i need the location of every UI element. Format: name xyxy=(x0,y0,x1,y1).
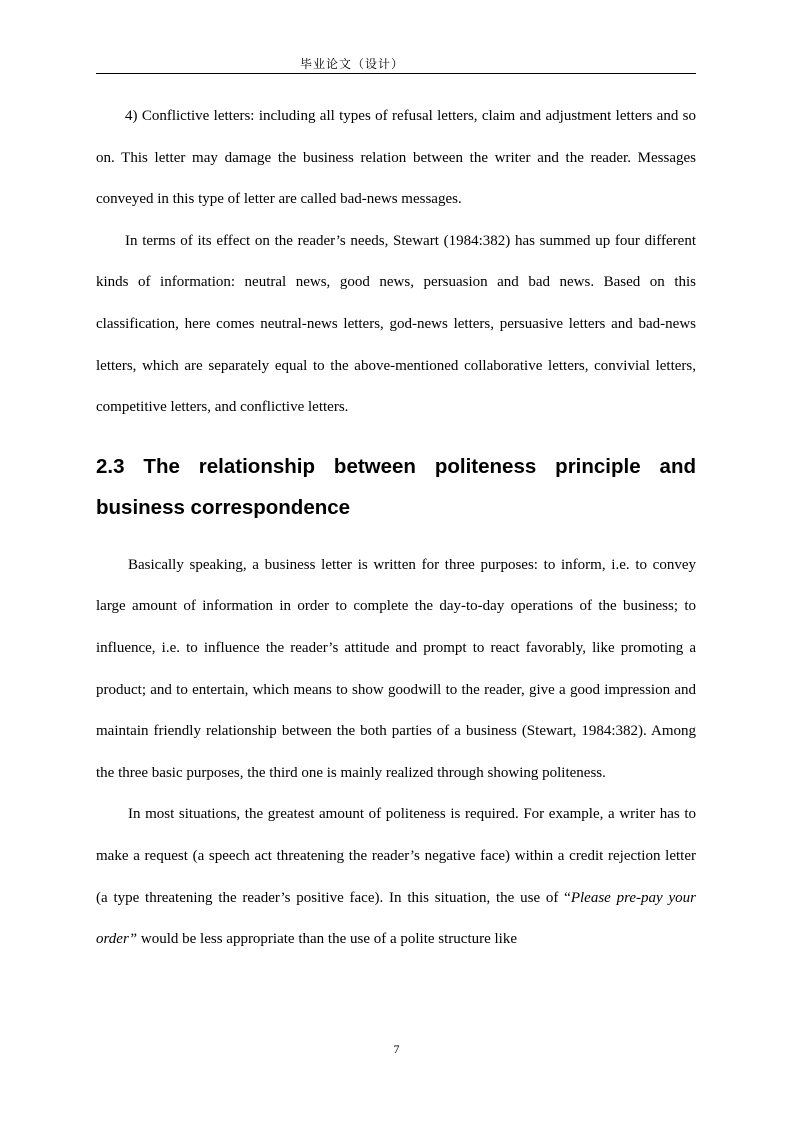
example-quote: Please pre-pay your order” xyxy=(96,889,696,948)
paragraph-stewart-information: In terms of its effect on the reader’s needs, Stewart (1984:382) has summed up four different kinds of information: neutral news, good news, persuasion and bad news. Based on this classification, here comes neutral-news letters, god-news letters, persuasive letters and bad-news letters, which are separately equal to the above-mentioned collaborative letters, convivial letters, competitive letters, and conflictive letters. xyxy=(96,232,696,416)
page-number: 7 xyxy=(393,1042,400,1056)
running-header: 毕业论文（设计） xyxy=(300,57,405,71)
paragraph-text-end: would be less appropriate than the use of a polite structure like xyxy=(137,931,518,948)
paragraph-conflictive-letters: 4) Conflictive letters: including all types of refusal letters, claim and adjustment letters and so on. This letter may damage the business relation between the writer and the reader. Messages conveyed in this type of letter are called bad-news messages. xyxy=(96,108,696,208)
paragraph-text: In most situations, the greatest amount of politeness is required. For example, a writer has to make a request (a speech act threatening the reader’s negative face) within a credit rejection letter (a type threatening the reader’s positive face). In this situation, the use of “ xyxy=(96,806,696,906)
section-heading: 2.3 The relationship between politeness principle and business correspondence xyxy=(96,454,696,519)
page-body xyxy=(96,96,696,961)
header-rule xyxy=(96,73,696,74)
paragraph-politeness-required xyxy=(96,794,696,960)
paragraph-business-letter-purposes: Basically speaking, a business letter is written for three purposes: to inform, i.e. to convey large amount of information in order to complete the day-to-day operations of the business; to influence, i.e. to influence the reader’s attitude and prompt to react favorably, like promoting a product; and to entertain, which means to show goodwill to the reader, give a good impression and maintain friendly relationship between the both parties of a business (Stewart, 1984:382). Among the three basic purposes, the third one is mainly realized through showing politeness. xyxy=(96,556,696,781)
